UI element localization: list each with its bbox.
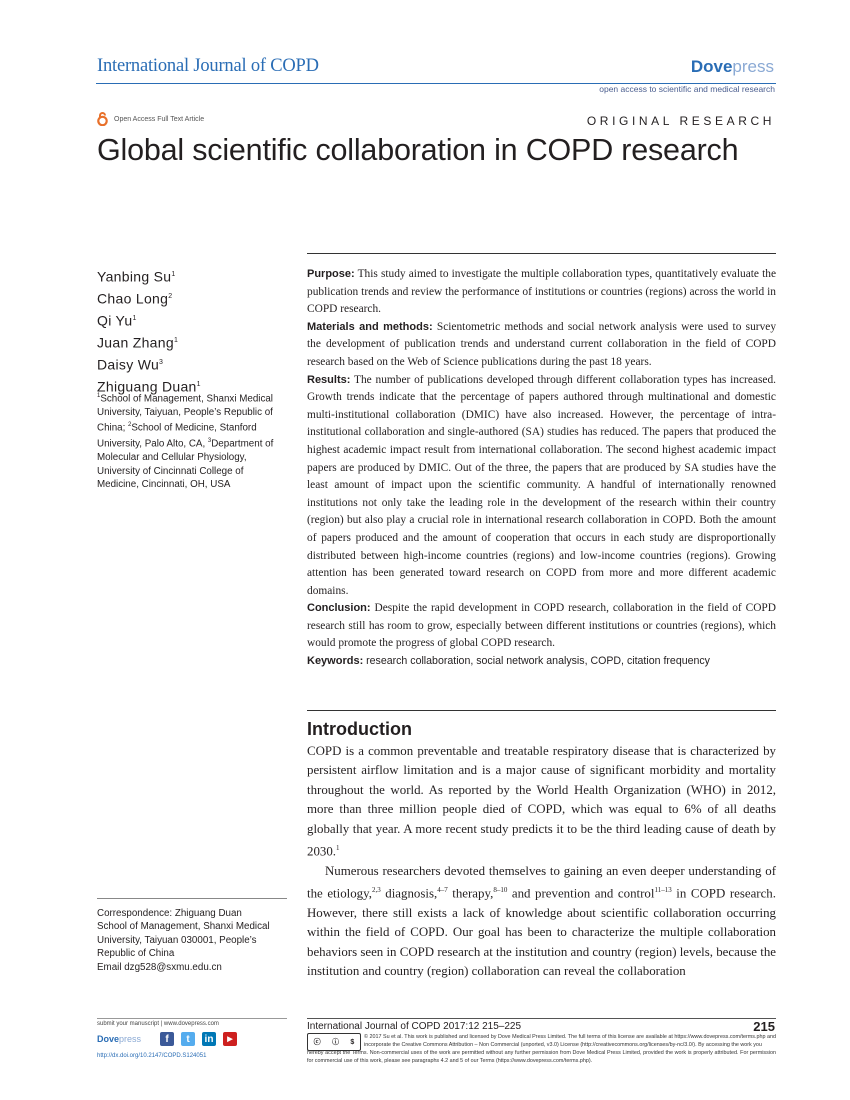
abstract-results: Results: The number of publications developed through different collaboration types has increased. Growth trends indicate that the percentage of papers authored through multinational and domestic multi-institutional collaboration (DMIC) have also increased. However, the percentage of intra-institutional collaboration and single-authored (SA) studies has reduced. The papers that produced the highest academic impact result from international collaboration. The second highest academic impact papers are produced by DMIC. Out of the three, the papers that are produced by SA studies have the least amount of impact upon the scientific community. A handful of internationally renowned institutions not only take the leading role in the development of the research within their country (region) but also play a crucial role in international research collaboration in COPD. Both the amount of papers produced and the amount of cooperation that occurs in each study are disproportionally distributed between high-income countries (regions) and low-income countries (regions). Growing attention has been generated toward research on COPD from more and more different academic domains. bbox=[307, 373, 776, 597]
section-heading-introduction: Introduction bbox=[307, 719, 412, 739]
publisher-tagline: open access to scientific and medical research bbox=[599, 84, 775, 94]
article-type: ORIGINAL RESEARCH bbox=[586, 114, 775, 128]
doi-link[interactable]: http://dx.doi.org/10.2147/COPD.S124051 bbox=[97, 1053, 207, 1059]
author-list bbox=[97, 265, 201, 397]
publisher-logo bbox=[691, 57, 774, 77]
author-name: Yanbing Su$^1$ bbox=[97, 268, 176, 285]
cc-icon: ⓒ bbox=[313, 1039, 321, 1046]
author-name: Daisy Wu$^3$ bbox=[97, 356, 164, 373]
correspondence-line: Republic of China bbox=[97, 948, 175, 960]
license-text-continued: hereby accept the Terms. Non-commercial uses of the work are permitted without any further permission from Dove Medical Press Limited, provided the work is properly attributed. For permission for commercial use of this work, please see paragraphs 4.2 and 5 of our Terms (https://www.dovepress.com/terms.php). bbox=[307, 1050, 776, 1064]
submit-manuscript-link[interactable]: submit your manuscript | www.dovepress.com bbox=[97, 1021, 219, 1027]
footer-publisher-logo: Dovepress bbox=[97, 1034, 142, 1044]
publisher-logo-light: press bbox=[732, 57, 774, 76]
affiliations: $^1$School of Management, Shanxi Medical University, Taiyuan, People’s Republic of China; $^2$School of Medicine, Stanford University, Palo Alto, CA, $^3$Department of Molecular and Cellular Physiology, University of Cincinnati College of Medicine, Cincinnati, OH, USA bbox=[97, 393, 274, 491]
author-name: Chao Long$^2$ bbox=[97, 290, 173, 307]
paragraph: Numerous researchers devoted themselves to gaining an even deeper understanding of the etiology,$^{2,3}$ diagnosis,$^{4-7}$ therapy,$^{8-10}$ and prevention and control$^{11-13}$ in COPD research. However, there still exists a lack of knowledge about scientific collaboration occurring within the field of COPD. Our goal has been to characterize the multiple collaboration behaviors seen in COPD research at the institution and country (region) levels, because the institution and country (region) collaboration can reveal the collaboration bbox=[307, 863, 776, 979]
correspondence-line: Correspondence: Zhiguang Duan bbox=[97, 908, 242, 919]
publisher-logo-bold: Dove bbox=[690, 57, 733, 76]
page-number: 215 bbox=[753, 1019, 775, 1034]
correspondence-email[interactable]: Email dzg528@sxmu.edu.cn bbox=[97, 961, 222, 973]
author-name: Qi Yu$^1$ bbox=[97, 312, 137, 329]
citation-line: International Journal of COPD 2017:12 215–225 bbox=[307, 1021, 522, 1032]
open-access-lock-icon bbox=[97, 112, 108, 126]
correspondence bbox=[97, 907, 297, 974]
youtube-icon[interactable]: ▶ bbox=[223, 1032, 237, 1046]
footer-rule-left bbox=[97, 1018, 287, 1019]
abstract-keywords: Keywords: research collaboration, social network analysis, COPD, citation frequency bbox=[307, 655, 710, 668]
abstract-rule-top bbox=[307, 253, 776, 254]
open-access-badge bbox=[97, 112, 204, 126]
footer-rule-right bbox=[307, 1018, 776, 1019]
journal-name: International Journal of COPD bbox=[97, 56, 319, 76]
introduction-body bbox=[307, 742, 776, 981]
social-links bbox=[160, 1032, 237, 1046]
open-access-label: Open Access Full Text Article bbox=[114, 115, 205, 123]
correspondence-rule bbox=[97, 898, 287, 899]
abstract-rule-bottom bbox=[307, 710, 776, 711]
author-name: Zhiguang Duan$^1$ bbox=[97, 378, 201, 395]
correspondence-line: University, Taiyuan 030001, People’s bbox=[97, 934, 257, 946]
abstract-methods: Materials and methods: Scientometric methods and social network analysis were used to survey the development of publication trends and understand current collaboration in the field of COPD research based on the Web of Science publications during the past 18 years. bbox=[307, 320, 777, 368]
author-name: Juan Zhang$^1$ bbox=[97, 334, 179, 351]
abstract-conclusion: Conclusion: Despite the rapid development in COPD research, collaboration in the field of COPD research still has room to grow, especially between different institutions or countries (regions), which would promote the progress of global COPD research. bbox=[307, 602, 776, 650]
facebook-icon[interactable]: f bbox=[160, 1032, 174, 1046]
by-icon: ⓘ bbox=[332, 1039, 340, 1046]
twitter-icon[interactable]: t bbox=[181, 1032, 195, 1046]
article-title: Global scientific collaboration in COPD research bbox=[97, 133, 739, 167]
nc-icon: $ bbox=[350, 1038, 355, 1046]
linkedin-icon[interactable]: in bbox=[202, 1032, 216, 1046]
abstract-purpose: Purpose: This study aimed to investigate the multiple collaboration types, quantitatively evaluate the publication trends and review the performance of institutions or countries (regions) across the world in COPD research. bbox=[307, 268, 776, 316]
license-text: © 2017 Su et al. This work is published and licensed by Dove Medical Press Limited. The full terms of this license are available at https://www.dovepress.com/terms.php and incorporate the Creative Commons Attribution – Non Commercial (unported, v3.0) License (http://creativecommons.org/licenses/by-nc/3.0/). By accessing the work you bbox=[364, 1034, 776, 1048]
correspondence-line: School of Management, Shanxi Medical bbox=[97, 921, 270, 933]
paragraph: COPD is a common preventable and treatable respiratory disease that is characterized by persistent airflow limitation and is a major cause of significant morbidity and mortality throughout the world. As reported by the World Health Organization (WHO) in 2012, more than three million people died of COPD, which was equal to 6% of all deaths globally that year. A more recent study predicts it to be the third leading cause of death by 2030.$^1$ bbox=[307, 744, 776, 859]
abstract bbox=[307, 266, 776, 671]
